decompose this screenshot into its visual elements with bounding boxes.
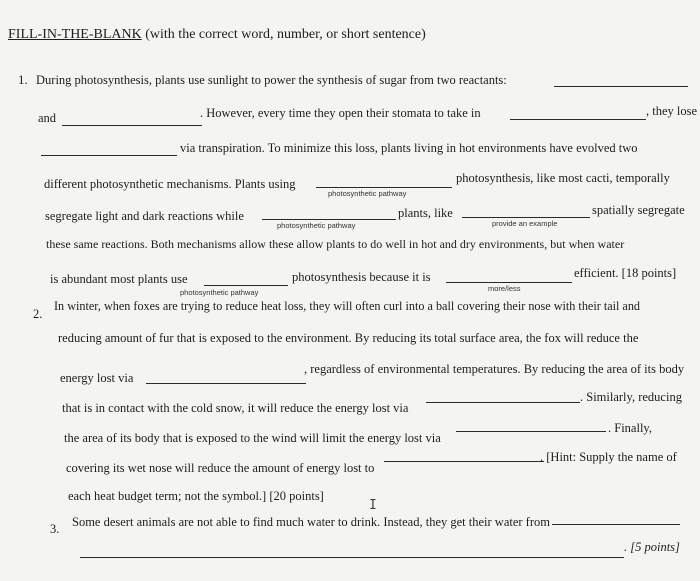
q2-line5-a: the area of its body that is exposed to the wind will limit the energy lost via [64, 431, 441, 445]
q1-line7-b: photosynthesis because it is [292, 270, 431, 284]
q2-blank-energy4[interactable] [384, 461, 544, 462]
q1-hint-more-less: more/less [488, 284, 521, 293]
q1-line2-and: and [38, 111, 57, 125]
q1-line5-a: segregate light and dark reactions while [45, 209, 244, 223]
q1-blank-pathway1[interactable] [316, 187, 452, 188]
q1-line4-b: photosynthesis, like most cacti, temporally [456, 171, 670, 185]
title-underlined: FILL-IN-THE-BLANK [8, 27, 142, 42]
q2-line5-b: . Finally, [608, 421, 652, 435]
q1-blank-efficiency[interactable] [446, 282, 572, 283]
q2-line3-b: , regardless of environmental temperatures. By reducing the area of its body [304, 362, 685, 376]
q1-blank-pathway2[interactable] [262, 219, 396, 220]
q1-line1: During photosynthesis, plants use sunlight to power the synthesis of sugar from two reactants: [36, 73, 507, 87]
q2-line7: each heat budget term; not the symbol.] [20 points] [68, 489, 324, 503]
q2-line6-b: . [Hint: Supply the name of [540, 450, 677, 464]
q1-line7-a: is abundant most plants use [50, 272, 188, 286]
q3-blank-water-source-2[interactable] [80, 557, 624, 558]
q1-line2-however: . However, every time they open their stomata to take in [200, 106, 481, 120]
q1-hint-pathway2: photosynthetic pathway [277, 221, 356, 230]
q1-line3: via transpiration. To minimize this loss, plants living in hot environments have evolved two [180, 141, 638, 155]
q1-line6: these same reactions. Both mechanisms allow these allow plants to do well in hot and dry environments, but when water [46, 237, 625, 251]
q3-blank-water-source-1[interactable] [552, 524, 680, 525]
q1-number: 1. [18, 72, 28, 87]
q1-line5-c: spatially segregate [592, 203, 685, 217]
q1-blank-pathway3[interactable] [204, 285, 288, 286]
worksheet-title [8, 27, 426, 43]
q2-number: 2. [33, 307, 43, 321]
q1-line5-b: plants, like [398, 206, 453, 220]
q1-blank-take-in[interactable] [510, 119, 646, 120]
q2-line2: reducing amount of fur that is exposed to the environment. By reducing its total surface area, the fox will reduce the [58, 331, 639, 345]
q2-blank-energy3[interactable] [456, 431, 606, 432]
q1-blank-lose[interactable] [41, 155, 177, 156]
q2-line3-a: energy lost via [60, 371, 134, 385]
q1-line7-c: efficient. [18 points] [574, 266, 677, 280]
q2-line4-b: . Similarly, reducing [580, 390, 682, 404]
q1-blank-reactant2[interactable] [62, 125, 202, 126]
q3-line1: Some desert animals are not able to find much water to drink. Instead, they get their water from [72, 515, 550, 529]
q1-hint-pathway3: photosynthetic pathway [180, 288, 259, 297]
q1-hint-example: provide an example [492, 219, 558, 228]
q2-blank-energy2[interactable] [426, 402, 580, 403]
q2-blank-energy1[interactable] [146, 383, 306, 384]
title-rest: (with the correct word, number, or short sentence) [141, 27, 426, 42]
q2-line6-a: covering its wet nose will reduce the amount of energy lost to [66, 461, 375, 475]
q3-number: 3. [50, 522, 60, 536]
q1-blank-example[interactable] [462, 217, 590, 218]
q1-hint-pathway1: photosynthetic pathway [328, 189, 407, 198]
q3-line2: . [5 points] [624, 540, 680, 554]
text-cursor-icon: I [369, 498, 377, 513]
q1-line4-a: different photosynthetic mechanisms. Plants using [44, 177, 296, 191]
q1-blank-reactant1[interactable] [554, 86, 688, 87]
q1-line2-lose: , they lose [646, 104, 698, 118]
q2-line4-a: that is in contact with the cold snow, it will reduce the energy lost via [62, 401, 409, 415]
q2-line1: In winter, when foxes are trying to reduce heat loss, they will often curl into a ball covering their nose with their tail and [54, 299, 641, 313]
